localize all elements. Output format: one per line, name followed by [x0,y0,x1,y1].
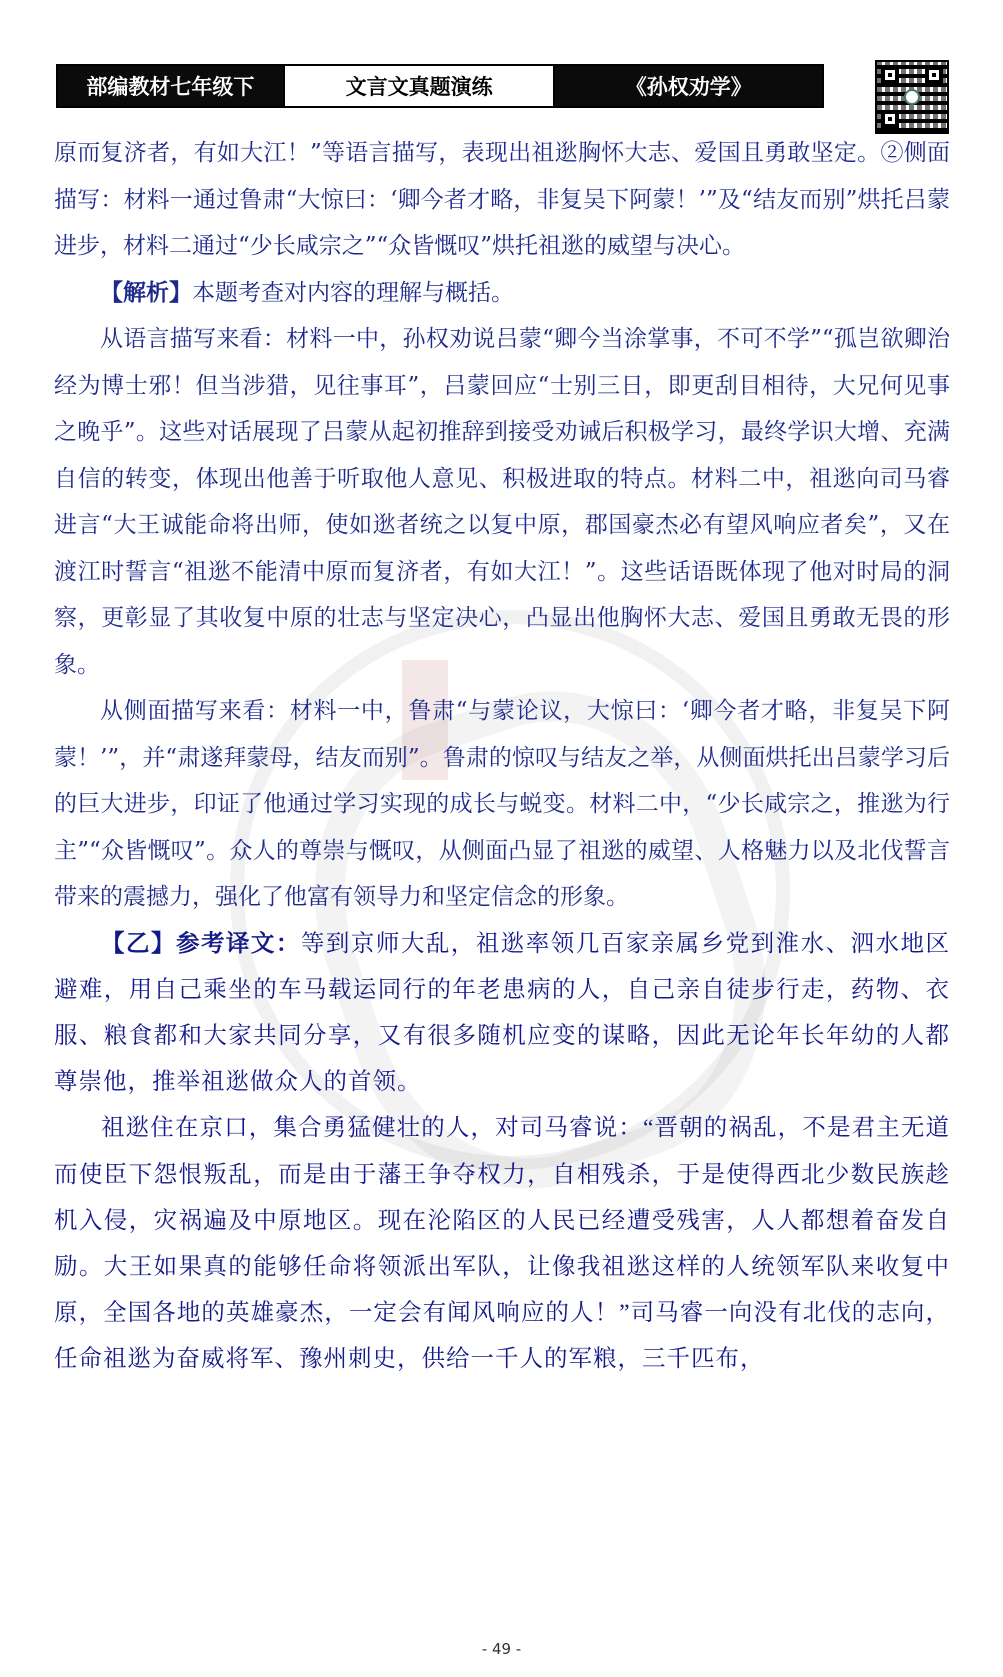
translation-label: 【乙】参考译文： [101,930,301,957]
answer-continuation: 原而复济者，有如大江！”等语言描写，表现出祖逖胸怀大志、爱国且勇敢坚定。②侧面描写：材料一通过鲁肃“大惊曰：‘卿今者才略，非复吴下阿蒙！’”及“结友而别”烘托吕蒙进步，材料二通过“少长咸宗之”“众皆慨叹”烘托祖逖的威望与决心。 [54,140,950,259]
qr-code-icon [875,60,949,134]
analysis-paragraph [54,270,950,317]
translation-paragraph-2: 祖逖住在京口，集合勇猛健壮的人，对司马睿说：“晋朝的祸乱，不是君主无道而使臣下怨恨叛乱，而是由于藩王争夺权力，自相残杀，于是使得西北少数民族趁机入侵，灾祸遍及中原地区。现在沦陷区的人民已经遭受残害，人人都想着奋发自励。大王如果真的能够任命将领派出军队，让像我祖逖这样的人统领军队来收复中原，全国各地的英雄豪杰，一定会有闻风响应的人！”司马睿一向没有北伐的志向，任命祖逖为奋威将军、豫州刺史，供给一千人的军粮，三千匹布， [54,1115,950,1373]
qr-finder-icon [881,110,899,128]
header-lesson: 《孙权劝学》 [555,66,822,106]
header-grade: 部编教材七年级下 [58,66,283,106]
qr-finder-icon [925,66,943,84]
header-title: 文言文真题演练 [283,66,556,106]
language-description-paragraph: 从语言描写来看：材料一中，孙权劝说吕蒙“卿今当涂掌事，不可不学”“孤岂欲卿治经为博士邪！但当涉猎，见往事耳”，吕蒙回应“士别三日，即更刮目相待，大兄何见事之晚乎”。这些对话展现了吕蒙从起初推辞到接受劝诫后积极学习，最终学识大增、充满自信的转变，体现出他善于听取他人意见、积极进取的特点。材料二中，祖逖向司马睿进言“大王诚能命将出师，使如逖者统之以复中原，郡国豪杰必有望风响应者矣”，又在渡江时誓言“祖逖不能清中原而复济者，有如大江！”。这些话语既体现了他对时局的洞察，更彰显了其收复中原的壮志与坚定决心，凸显出他胸怀大志、爱国且勇敢无畏的形象。 [54,326,950,678]
translation-paragraph [54,921,950,1106]
page-number: - 49 - [481,1640,522,1658]
analysis-text: 本题考查对内容的理解与概括。 [192,279,514,306]
qr-logo-icon [904,89,920,105]
qr-finder-icon [881,66,899,84]
analysis-label: 【解析】 [100,278,192,306]
side-description-paragraph: 从侧面描写来看：材料一中，鲁肃“与蒙论议，大惊曰：‘卿今者才略，非复吴下阿蒙！’”，并“肃遂拜蒙母，结友而别”。鲁肃的惊叹与结友之举，从侧面烘托出吕蒙学习后的巨大进步，印证了他通过学习实现的成长与蜕变。材料二中，“少长咸宗之，推逖为行主”“众皆慨叹”。众人的尊崇与慨叹，从侧面凸显了祖逖的威望、人格魅力以及北伐誓言带来的震撼力，强化了他富有领导力和坚定信念的形象。 [54,698,950,910]
page-content [54,130,950,1383]
page-header [56,64,824,108]
translation-text-1: 等到京师大乱，祖逖率领几百家亲属乡党到淮水、泗水地区避难，用自己乘坐的车马载运同行的年老患病的人，自己亲自徒步行走，药物、衣服、粮食都和大家共同分享，又有很多随机应变的谋略，因此无论年长年幼的人都尊崇他，推举祖逖做众人的首领。 [54,930,951,1096]
